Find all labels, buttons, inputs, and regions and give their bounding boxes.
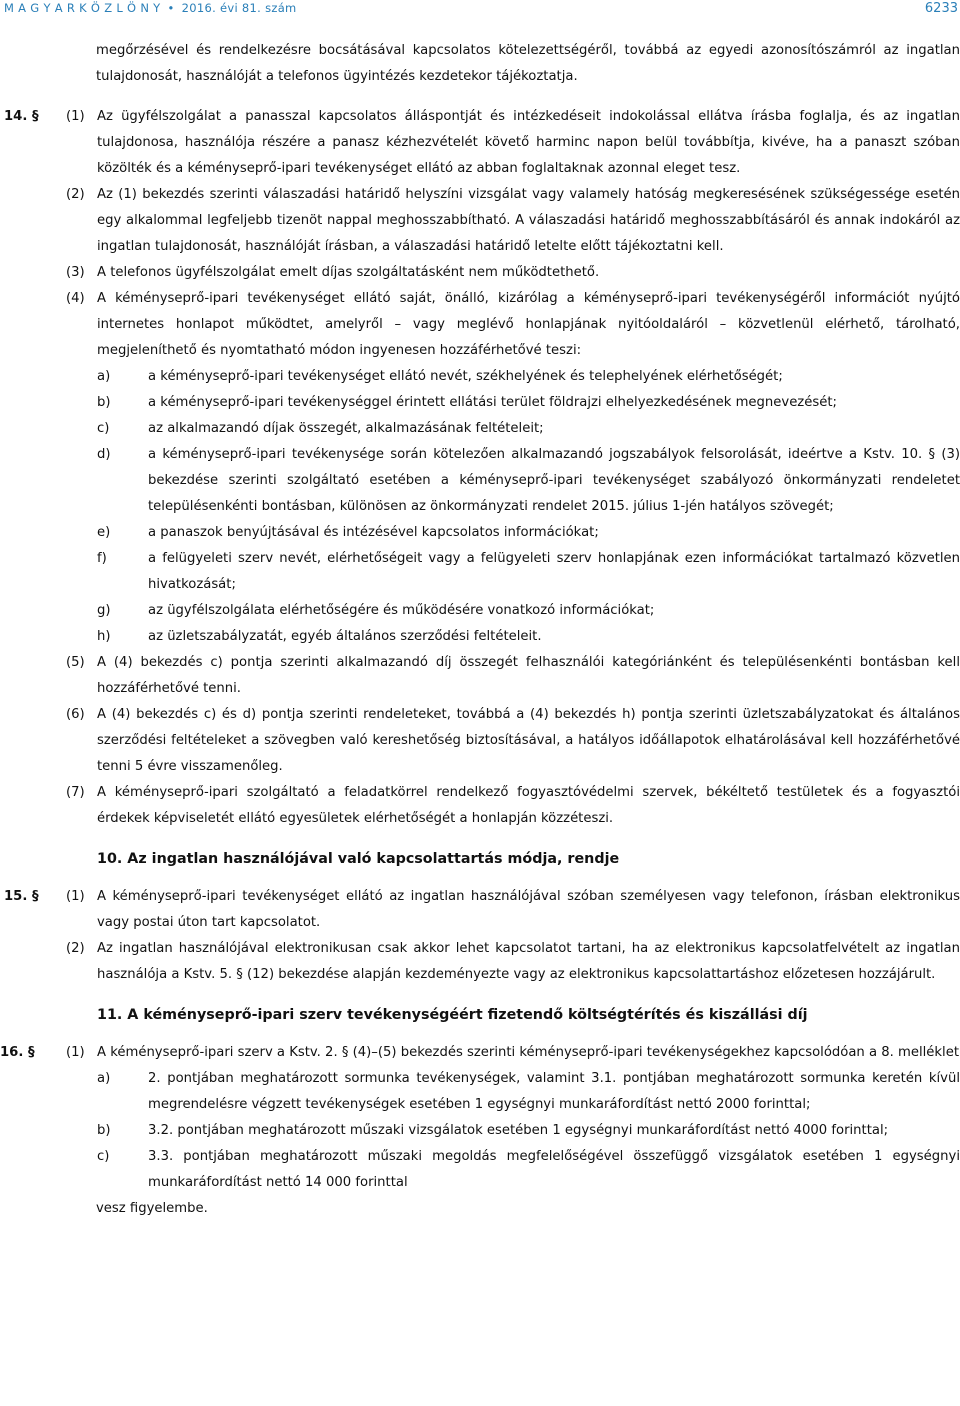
item-text: az ügyfélszolgálata elérhetőségére és működésére vonatkozó információkat; <box>148 603 655 618</box>
section-14 <box>0 104 960 182</box>
paragraph-15-1 <box>0 884 960 936</box>
list-item <box>0 546 960 598</box>
item-mark: b) <box>97 1123 111 1138</box>
paragraph-text: A telefonos ügyfélszolgálat emelt díjas szolgáltatásként nem működtethető. <box>97 265 600 280</box>
list-item <box>0 1118 960 1144</box>
paragraph-text: Az (1) bekezdés szerinti válaszadási határidő helyszíni vizsgálat vagy valamely hatóság megkeresésének szükségessége esetén egy alkalommal legfeljebb tizenöt nappal meghosszabbítható. A válaszadási határidő meghosszabbításáról és annak indokáról az ingatlan tulajdonosát, használóját írásban, a válaszadási határidő letelte előtt tájékoztatni kell. <box>97 187 960 254</box>
page-number: 6233 <box>924 1 958 16</box>
paragraph-text: A (4) bekezdés c) és d) pontja szerinti rendeleteket, továbbá a (4) bekezdés h) pontja szerinti üzletszabályzatokat és általános szerződési feltételeket a szövegben való kereshetőség biztosításával, a hatályos időállapotok elhatárolásával kell hozzáférhetővé tenni 5 évre visszamenőleg. <box>97 707 960 774</box>
paragraph-mark: (5) <box>66 655 85 670</box>
item-mark: c) <box>97 421 110 436</box>
list-item <box>0 416 960 442</box>
item-mark: h) <box>97 629 111 644</box>
item-mark: f) <box>97 551 107 566</box>
paragraph-14-7 <box>0 780 960 832</box>
paragraph-14-2 <box>0 182 960 260</box>
section-16 <box>0 1040 960 1066</box>
paragraph-14-5 <box>0 650 960 702</box>
section-number: 16. § <box>0 1045 35 1060</box>
running-head <box>0 0 960 22</box>
closing-text: vesz figyelembe. <box>96 1201 208 1216</box>
paragraph-mark: (1) <box>66 1045 85 1060</box>
paragraph-15-2 <box>0 936 960 988</box>
section-number: 14. § <box>4 109 39 124</box>
item-mark: e) <box>97 525 111 540</box>
paragraph-mark: (3) <box>66 265 85 280</box>
item-text: a kéményseprő-ipari tevékenységgel érintett ellátási terület földrajzi elhelyezkedésének megnevezését; <box>148 395 837 410</box>
section-heading-10: 10. Az ingatlan használójával való kapcsolattartás módja, rendje <box>97 851 620 867</box>
section-number: 15. § <box>4 889 39 904</box>
paragraph-16-1 <box>0 1040 960 1066</box>
paragraph-mark: (4) <box>66 291 85 306</box>
header-bullet: • <box>167 1 175 15</box>
paragraph-text: A kéményseprő-ipari szerv a Kstv. 2. § (4)–(5) bekezdés szerinti kéményseprő-ipari tevékenységekhez kapcsolódóan a 8. melléklet <box>97 1045 959 1060</box>
list-item <box>0 390 960 416</box>
issue-label: 2016. évi 81. szám <box>181 1 297 15</box>
paragraph-text: A kéményseprő-ipari tevékenységet ellátó az ingatlan használójával szóban személyesen vagy telefonon, írásban elektronikus vagy postai úton tart kapcsolatot. <box>97 889 960 930</box>
item-text: a kéményseprő-ipari tevékenysége során kötelezően alkalmazandó jogszabályok felsorolását, ideértve a Kstv. 10. § (3) bekezdése szerinti szolgáltató esetében a kéményseprő-ipari tevékenységet szabályozó önkormányzati rendeletet településenkénti bontásban, különösen az önkormányzati rendelet 2015. július 1-jén hatályos szövegét; <box>148 447 960 514</box>
item-text: az alkalmazandó díjak összegét, alkalmazásának feltételeit; <box>148 421 544 436</box>
paragraph-14-3 <box>0 260 960 286</box>
paragraph-14-4 <box>0 286 960 364</box>
item-text: az üzletszabályzatát, egyéb általános szerződési feltételeit. <box>148 629 542 644</box>
paragraph-text: A kéményseprő-ipari szolgáltató a feladatkörrel rendelkező fogyasztóvédelmi szervek, békéltető testületek és a fogyasztói érdekek képviseletét ellátó egyesületek elérhetőségét a honlapján közzéteszi. <box>97 785 960 826</box>
item-text: a felügyeleti szerv nevét, elérhetőségeit vagy a felügyeleti szerv honlapjának ezen információkat tartalmazó közvetlen hivatkozását; <box>148 551 960 592</box>
paragraph-text: A (4) bekezdés c) pontja szerinti alkalmazandó díj összegét felhasználói kategóriánként és településenkénti bontásban kell hozzáférhetővé tenni. <box>97 655 960 696</box>
list-item <box>0 442 960 520</box>
paragraph-mark: (7) <box>66 785 85 800</box>
item-mark: d) <box>97 447 111 462</box>
list-item <box>0 1144 960 1196</box>
journal-name: M A G Y A R K Ö Z L Ö N Y <box>4 1 161 15</box>
paragraph-text: Az ingatlan használójával elektronikusan csak akkor lehet kapcsolatot tartani, ha az elektronikus kapcsolatfelvételt az ingatlan használója a Kstv. 5. § (12) bekezdése alapján kezdeményezte vagy az elektronikus kapcsolattartáshoz előzetesen hozzájárult. <box>97 941 960 982</box>
item-mark: a) <box>97 369 111 384</box>
paragraph-mark: (2) <box>66 187 85 202</box>
paragraph-mark: (1) <box>66 109 85 124</box>
list-item <box>0 520 960 546</box>
document-body <box>0 38 960 1222</box>
item-text: a kéményseprő-ipari tevékenységet ellátó nevét, székhelyének és telephelyének elérhetőségét; <box>148 369 783 384</box>
item-text: a panaszok benyújtásával és intézésével kapcsolatos információkat; <box>148 525 599 540</box>
list-item <box>0 1066 960 1118</box>
list-item <box>0 364 960 390</box>
section-heading-11: 11. A kéményseprő-ipari szerv tevékenységéért fizetendő költségtérítés és kiszállási díj <box>97 1007 808 1023</box>
paragraph-mark: (1) <box>66 889 85 904</box>
list-item <box>0 624 960 650</box>
item-mark: a) <box>97 1071 111 1086</box>
item-text: 3.3. pontjában meghatározott műszaki megoldás megfelelőségével összefüggő vizsgálatok esetében 1 egységnyi munkaráfordítást nettó 14 000 forinttal <box>148 1149 960 1190</box>
paragraph-14-1 <box>0 104 960 182</box>
journal-title <box>4 1 297 15</box>
item-mark: c) <box>97 1149 110 1164</box>
item-text: 3.2. pontjában meghatározott műszaki vizsgálatok esetében 1 egységnyi munkaráfordítást nettó 4000 forinttal; <box>148 1123 889 1138</box>
paragraph-text: A kéményseprő-ipari tevékenységet ellátó saját, önálló, kizárólag a kéményseprő-ipari tevékenységéről információt nyújtó internetes honlapot működtet, amelyről – vagy meglévő honlapjának nyitóoldaláról – közvetlenül elérhető, tárolható, megjeleníthető és nyomtatható módon ingyenesen hozzáférhetővé teszi: <box>97 291 960 358</box>
paragraph-text: Az ügyfélszolgálat a panasszal kapcsolatos álláspontját és intézkedéseit indokolással ellátva írásba foglalja, és az ingatlan tulajdonosa, használója részére a panasz kézhezvételét követő harminc napon belül továbbítja, kivéve, ha a panaszt szóban közölték és a kéményseprő-ipari tevékenységet ellátó az abban foglaltaknak azonnal eleget tesz. <box>97 109 960 176</box>
paragraph-mark: (6) <box>66 707 85 722</box>
list-item <box>0 598 960 624</box>
intro-paragraph: megőrzésével és rendelkezésre bocsátásával kapcsolatos kötelezettségéről, továbbá az egyedi azonosítószámról az ingatlan tulajdonosát, használóját a telefonos ügyintézés kezdetekor tájékoztatja. <box>96 43 960 84</box>
item-text: 2. pontjában meghatározott sormunka tevékenységek, valamint 3.1. pontjában meghatározott sormunka keretén kívül megrendelésre végzett tevékenységek esetében 1 egységnyi munkaráfordítást nettó 2000 forinttal; <box>148 1071 960 1112</box>
paragraph-mark: (2) <box>66 941 85 956</box>
section-15 <box>0 884 960 936</box>
item-mark: g) <box>97 603 111 618</box>
paragraph-14-6 <box>0 702 960 780</box>
item-mark: b) <box>97 395 111 410</box>
